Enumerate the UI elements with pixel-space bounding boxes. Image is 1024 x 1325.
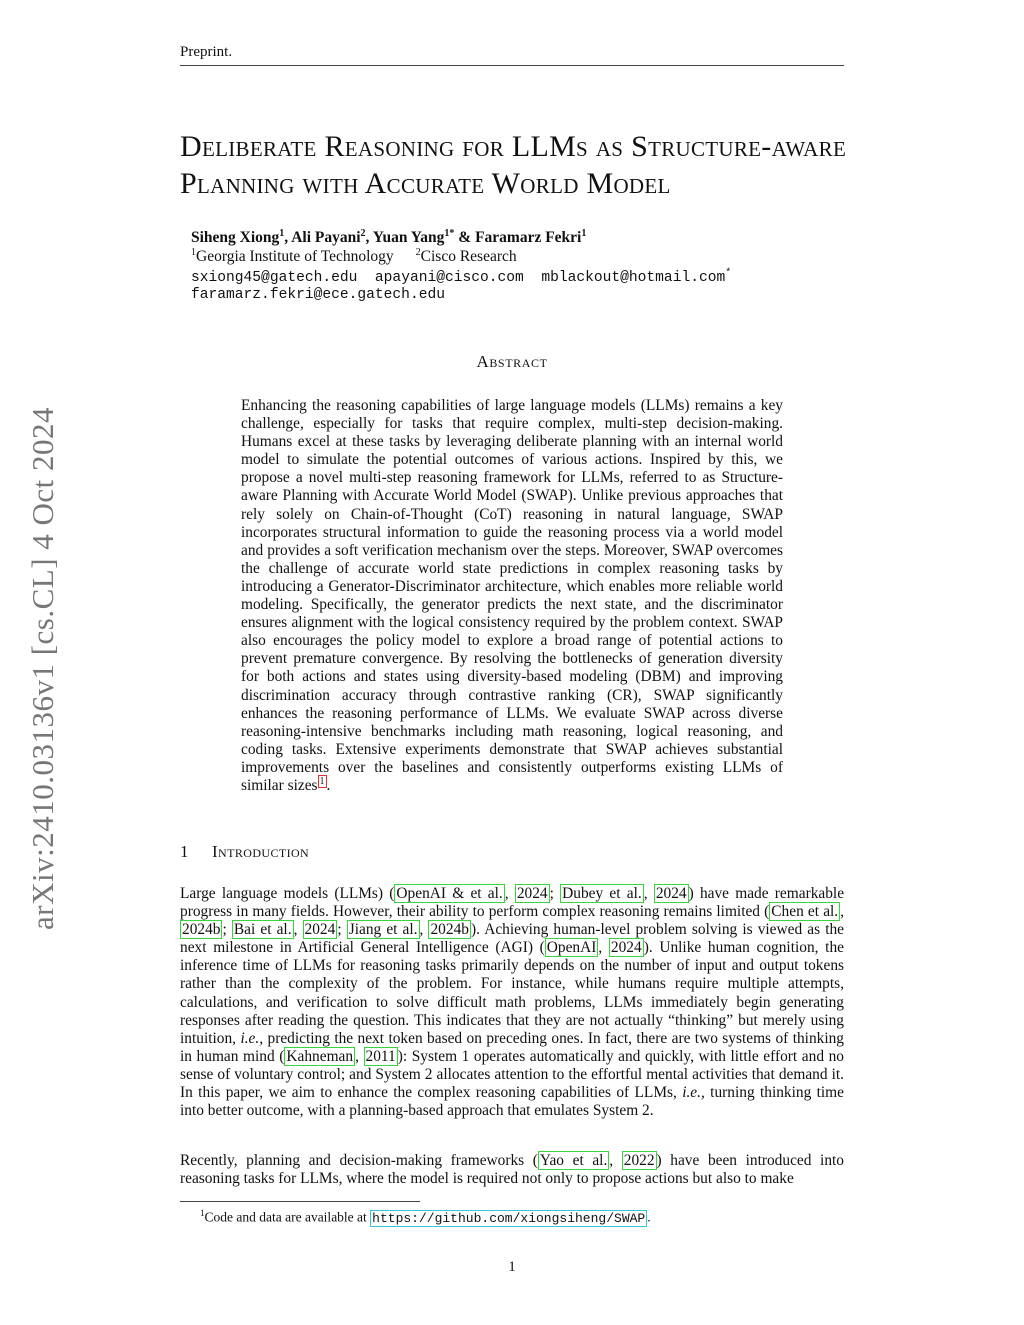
footnote	[200, 1208, 651, 1226]
affiliations	[191, 247, 517, 266]
text: ,	[419, 921, 429, 939]
citation-link[interactable]: Yao et al.	[539, 1152, 608, 1169]
section-number: 1	[180, 842, 189, 861]
text: ) have been introduced into reasoning tasks for LLMs, where the model is required not only to propose actions but also to make	[180, 1152, 844, 1188]
italic-text: i.e.,	[682, 1084, 705, 1102]
citation-link[interactable]: Kahneman	[286, 1047, 354, 1065]
citation-link[interactable]: OpenAI	[546, 939, 597, 957]
citation-link[interactable]: 2024	[655, 885, 687, 902]
citation-link[interactable]: OpenAI & et al.	[396, 885, 503, 902]
page-number: 1	[508, 1259, 516, 1275]
author-mark: 1*	[444, 228, 455, 239]
affil-name: Georgia Institute of Technology	[196, 248, 394, 266]
italic-text: i.e.,	[240, 1029, 264, 1047]
header-rule	[180, 65, 844, 66]
footnote-rule	[180, 1201, 420, 1202]
email[interactable]: sxiong45@gatech.edu	[191, 269, 358, 286]
citation-link[interactable]: 2022	[623, 1152, 655, 1169]
text: ). Unlike human cognition, the inference time of LLMs for reasoning tasks primarily depends on the number of input and output tokens rather than the complexity of the problem. For instance, while humans require multiple attempts, calculations, and verification to solve difficult math problems, LLMs immediately begin generating responses after reading the question. This indicates that they are not actually “thinking” but merely using intuition,	[180, 939, 844, 1047]
author-name: Ali Payani	[291, 229, 361, 247]
section-title: Introduction	[212, 842, 310, 861]
citation-link[interactable]: Chen et al.	[771, 903, 839, 921]
affil-mark: 2	[415, 247, 421, 258]
paper-title: Deliberate Reasoning for LLMs as Structure-aware Planning with Accurate World Model	[180, 130, 847, 200]
intro-paragraph	[180, 1152, 844, 1188]
citation-link[interactable]: 2011	[365, 1047, 396, 1065]
text: ;	[337, 921, 347, 939]
code-url-link[interactable]: https://github.com/xiongsiheng/SWAP	[372, 1210, 646, 1226]
citation-link[interactable]: Dubey et al.	[562, 885, 642, 902]
email[interactable]: apayani@cisco.com	[374, 269, 524, 286]
text: Recently, planning and decision-making frameworks (	[180, 1152, 538, 1169]
email[interactable]: faramarz.fekri@ece.gatech.edu	[191, 287, 445, 303]
email[interactable]: mblackout@hotmail.com	[541, 269, 726, 286]
footnote-text: Code and data are available at	[204, 1209, 371, 1225]
text: predicting the next token based on preceding ones. In fact, there are two systems of thinking in human mind (	[180, 1029, 845, 1065]
text: ,	[598, 939, 609, 957]
affil-mark: 1	[191, 247, 196, 258]
citation-link[interactable]: Bai et al.	[233, 921, 292, 939]
section-heading	[180, 842, 309, 862]
text: ,	[293, 921, 303, 939]
author-name: Yuan Yang	[372, 229, 445, 247]
text: ,	[504, 885, 515, 902]
text: ,	[840, 903, 845, 921]
email-line	[191, 287, 445, 303]
author-name: Faramarz Fekri	[475, 229, 582, 247]
text: ;	[222, 921, 232, 939]
author-mark: 2	[360, 228, 366, 239]
text: turning thinking time into better outcome, with a planning-based approach that emulates System 2.	[180, 1084, 844, 1120]
text: ;	[549, 885, 561, 902]
text: Large language models (LLMs) (	[180, 885, 395, 902]
citation-link[interactable]: 2024	[610, 939, 642, 957]
author-mark: 1	[279, 228, 285, 239]
text: ,	[643, 885, 654, 902]
citation-link[interactable]: Jiang et al.	[348, 921, 418, 939]
abstract-end: .	[326, 776, 331, 794]
citation-link[interactable]: 2024	[304, 921, 336, 939]
abstract-text: Enhancing the reasoning capabilities of large language models (LLMs) remains a key challenge, especially for tasks that require complex, multi-step decision-making. Humans excel at these tasks by leveraging deliberate planning with an internal world model to simulate the potential outcomes of various actions. Inspired by this, we propose a novel multi-step reasoning framework for LLMs, referred to as Structure-aware Planning with Accurate World Model (SWAP). Unlike previous approaches that rely solely on Chain-of-Thought (CoT) reasoning in natural language, SWAP incorporates structural information to guide the reasoning process via a world model and provides a soft verification mechanism over the steps. Moreover, SWAP overcomes the challenge of accurate world state predictions in complex reasoning tasks by introducing a Generator-Discriminator architecture, which enables more reliable world modeling. Specifically, the generator predicts the next state, and the discriminator ensures alignment with the logical consistency required by the problem context. SWAP also encourages the policy model to explore a broad range of potential actions to prevent premature convergence. By resolving the bottlenecks of generation diversity for both actions and states using diversity-based modeling (DBM) and improving discrimination accuracy through contrastive ranking (CR), SWAP significantly enhances the reasoning performance of LLMs. We evaluate SWAP across diverse reasoning-intensive benchmarks including math reasoning, logical reasoning, and coding tasks. Extensive experiments demonstrate that SWAP achieves substantial improvements over the baselines and consistently outperforms existing LLMs of similar sizes	[241, 397, 783, 794]
author-list: Siheng Xiong$^1$, Ali Payani$^2$, Yuan Yang$^{1*}$ & Faramarz Fekri$^1$	[191, 228, 587, 247]
citation-link[interactable]: 2024b	[182, 921, 221, 939]
text: ). Achieving human-level problem solving is viewed as the next milestone in Artificial General Intelligence (AGI) (	[180, 921, 845, 957]
intro-paragraph	[180, 885, 844, 1120]
text: ) have made remarkable progress in many fields. However, their ability to perform complex reasoning remains limited (	[180, 885, 845, 921]
text: ,	[355, 1047, 364, 1065]
footnote-end: .	[647, 1209, 651, 1225]
citation-link[interactable]: 2024	[516, 885, 548, 902]
abstract-body	[241, 397, 783, 795]
author-name: Siheng Xiong	[191, 229, 280, 247]
footnote-mark: 1	[200, 1208, 205, 1218]
text: ): System 1 operates automatically and quickly, with little effort and no sense of voluntary control; and System 2 allocates attention to the effortful mental activities that demand it. In this paper, we aim to enhance the complex reasoning capabilities of LLMs,	[180, 1047, 844, 1102]
running-header: Preprint.	[180, 44, 233, 60]
footnote-ref[interactable]: 1	[319, 775, 325, 787]
email-mark: *	[725, 268, 732, 279]
arxiv-stamp: arXiv:2410.03136v1 [cs.CL] 4 Oct 2024	[25, 406, 60, 930]
citation-link[interactable]: 2024b	[430, 921, 469, 939]
author-mark: 1	[581, 228, 587, 239]
affil-name: Cisco Research	[420, 248, 517, 266]
email-line	[191, 268, 731, 286]
text: ,	[609, 1152, 622, 1169]
abstract-heading: Abstract	[476, 352, 548, 371]
